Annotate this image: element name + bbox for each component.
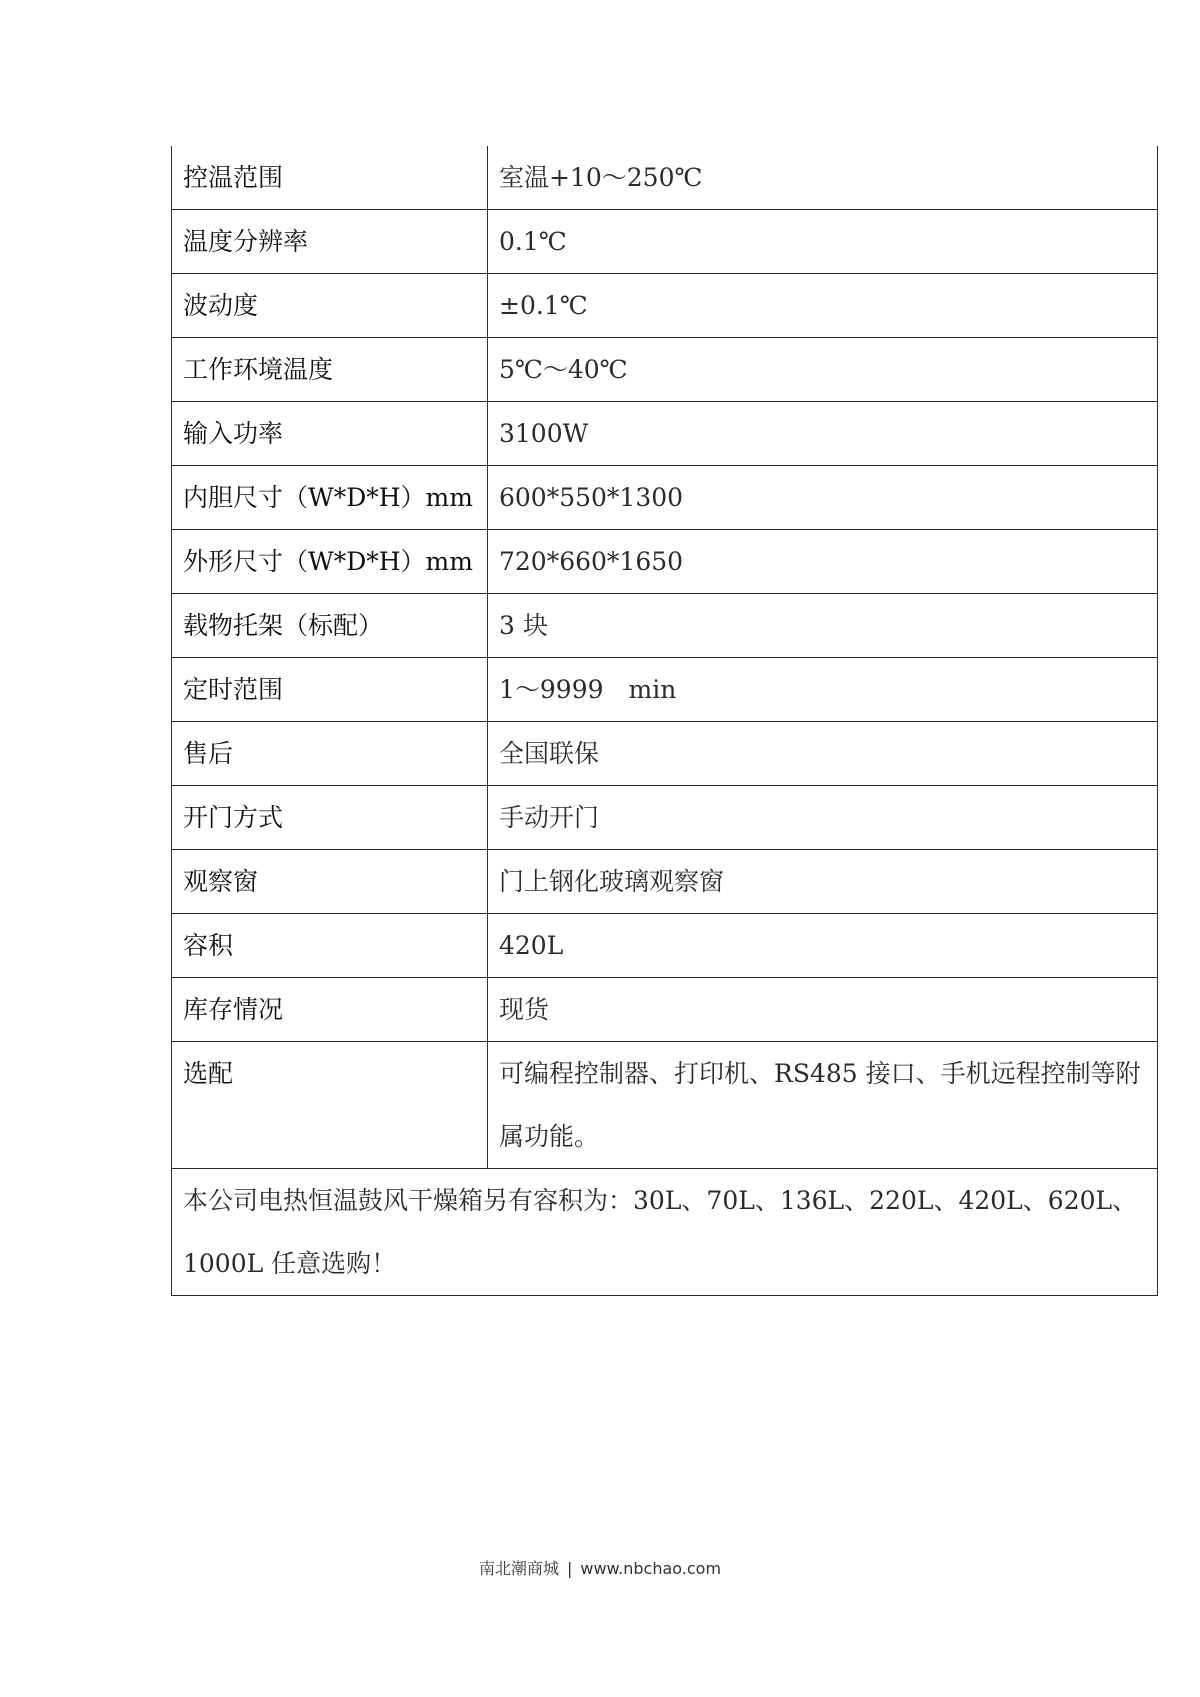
spec-value-temp-range: 室温+10～250℃ [488,146,1158,210]
spec-label-options: 选配 [172,1042,488,1169]
spec-value-volume: 420L [488,914,1158,978]
spec-label-volume: 容积 [172,914,488,978]
spec-label-outer-size: 外形尺寸（W*D*H）mm [172,530,488,594]
spec-value-options: 可编程控制器、打印机、RS485 接口、手机远程控制等附属功能。 [488,1042,1158,1169]
table-row [172,978,1158,1042]
spec-value-resolution: 0.1℃ [488,210,1158,274]
spec-value-shelves: 3 块 [488,594,1158,658]
footer-separator: | [566,1559,573,1578]
table-row [172,658,1158,722]
table-row [172,210,1158,274]
table-row [172,274,1158,338]
spec-value-power: 3100W [488,402,1158,466]
table-row [172,466,1158,530]
spec-label-window: 观察窗 [172,850,488,914]
table-row [172,722,1158,786]
spec-value-outer-size: 720*660*1650 [488,530,1158,594]
spec-value-fluctuation: ±0.1℃ [488,274,1158,338]
table-row [172,338,1158,402]
spec-label-door: 开门方式 [172,786,488,850]
table-row [172,402,1158,466]
page-footer [0,1556,1200,1579]
table-row [172,850,1158,914]
spec-value-after-sales: 全国联保 [488,722,1158,786]
spec-value-door: 手动开门 [488,786,1158,850]
spec-label-shelves: 载物托架（标配） [172,594,488,658]
spec-value-timer-range: 1～9999 min [488,658,1158,722]
table-row [172,594,1158,658]
note-row [172,1169,1158,1296]
spec-value-ambient-temp: 5℃～40℃ [488,338,1158,402]
spec-table [171,146,1158,1296]
table-row [172,146,1158,210]
table-row [172,786,1158,850]
spec-label-resolution: 温度分辨率 [172,210,488,274]
volume-options-note: 本公司电热恒温鼓风干燥箱另有容积为：30L、70L、136L、220L、420L、620L、1000L 任意选购！ [172,1169,1158,1296]
spec-label-ambient-temp: 工作环境温度 [172,338,488,402]
spec-label-power: 输入功率 [172,402,488,466]
spec-label-fluctuation: 波动度 [172,274,488,338]
spec-label-stock: 库存情况 [172,978,488,1042]
table-row [172,1042,1158,1169]
spec-value-inner-size: 600*550*1300 [488,466,1158,530]
table-row [172,530,1158,594]
spec-label-temp-range: 控温范围 [172,146,488,210]
spec-label-inner-size: 内胆尺寸（W*D*H）mm [172,466,488,530]
table-row [172,914,1158,978]
footer-url[interactable]: www.nbchao.com [580,1559,722,1578]
spec-value-stock: 现货 [488,978,1158,1042]
footer-site-name: 南北潮商城 [478,1559,559,1578]
spec-label-timer-range: 定时范围 [172,658,488,722]
spec-label-after-sales: 售后 [172,722,488,786]
spec-value-window: 门上钢化玻璃观察窗 [488,850,1158,914]
